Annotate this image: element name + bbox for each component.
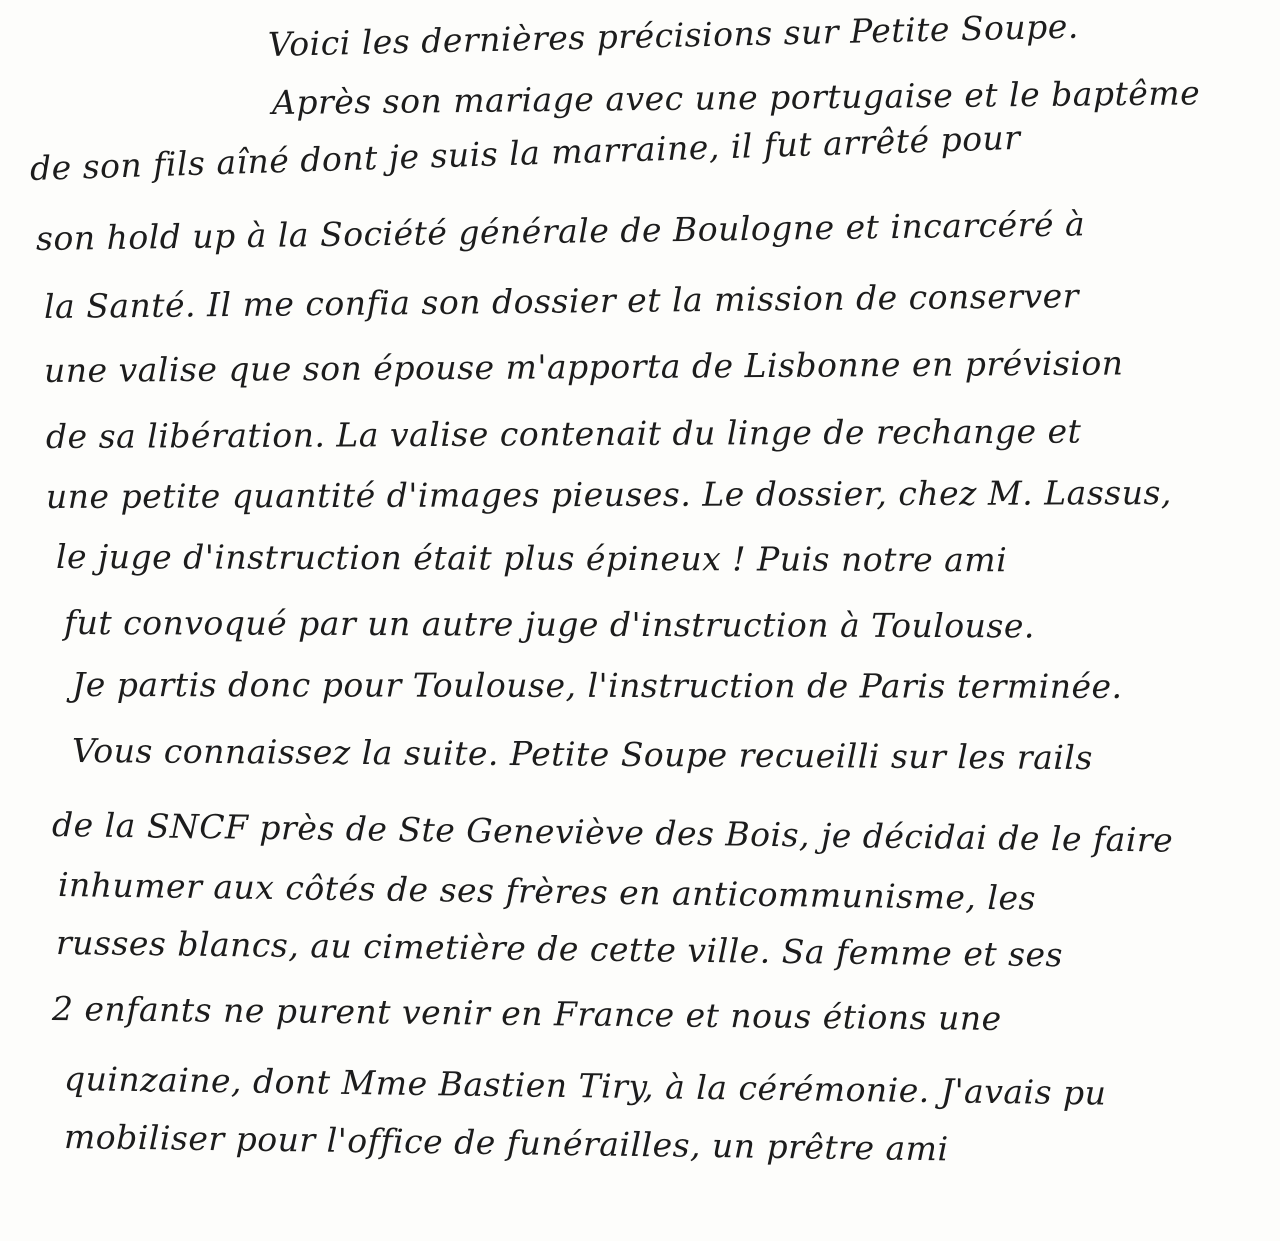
letter-line: le juge d'instruction était plus épineux ! Puis notre ami bbox=[55, 537, 1008, 580]
letter-line: inhumer aux côtés de ses frères en anticommunisme, les bbox=[57, 865, 1037, 918]
letter-line: de sa libération. La valise contenait du linge de rechange et bbox=[45, 411, 1082, 456]
letter-line: russes blancs, au cimetière de cette ville. Sa femme et ses bbox=[55, 923, 1064, 975]
letter-line: une valise que son épouse m'apporta de Lisbonne en prévision bbox=[43, 343, 1124, 390]
letter-line: mobiliser pour l'office de funérailles, un prêtre ami bbox=[63, 1117, 949, 1169]
letter-line: une petite quantité d'images pieuses. Le dossier, chez M. Lassus, bbox=[45, 473, 1172, 516]
letter-line: Vous connaissez la suite. Petite Soupe recueilli sur les rails bbox=[71, 731, 1094, 778]
letter-line: fut convoqué par un autre juge d'instruction à Toulouse. bbox=[63, 603, 1035, 646]
letter-line: Voici les dernières précisions sur Petite Soupe. bbox=[267, 6, 1080, 64]
letter-line: Après son mariage avec une portugaise et le baptême bbox=[271, 73, 1201, 122]
letter-line: quinzaine, dont Mme Bastien Tiry, à la cérémonie. J'avais pu bbox=[63, 1059, 1107, 1113]
letter-line: de son fils aîné dont je suis la marraine, il fut arrêté pour bbox=[29, 117, 1022, 188]
letter-line: 2 enfants ne purent venir en France et nous étions une bbox=[51, 989, 1002, 1038]
letter-line: son hold up à la Société générale de Boulogne et incarcéré à bbox=[35, 204, 1086, 258]
letter-line: Je partis donc pour Toulouse, l'instruction de Paris terminée. bbox=[71, 665, 1123, 706]
letter-line: de la SNCF près de Ste Geneviève des Bois, je décidai de le faire bbox=[51, 805, 1174, 860]
letter-line: la Santé. Il me confia son dossier et la mission de conserver bbox=[43, 276, 1080, 326]
